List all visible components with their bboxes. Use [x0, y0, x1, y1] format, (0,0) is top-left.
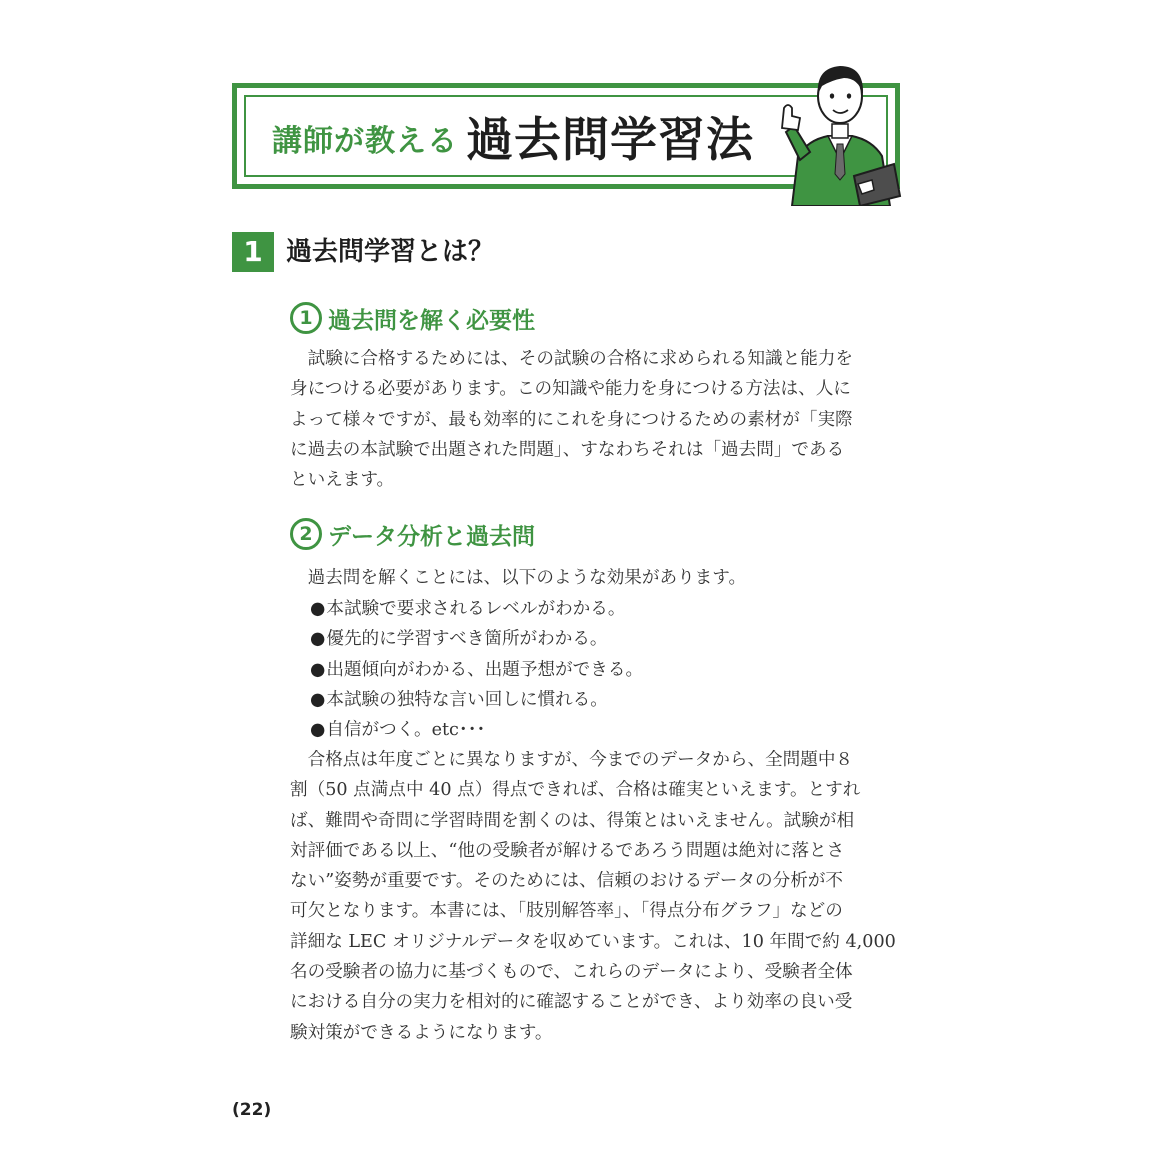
page-number-value: 22 — [239, 1100, 264, 1120]
subsection-title-1: 過去問を解く必要性 — [328, 307, 535, 334]
paragraph-line: 割（50 点満点中 40 点）得点できれば、合格は確実といえます。とすれ — [290, 780, 861, 801]
paragraph-line: 名の受験者の協力に基づくもので、これらのデータにより、受験者全体 — [290, 962, 853, 983]
section-number-badge: 1 — [232, 232, 274, 272]
list-item: ● 自信がつく。etc･･･ — [310, 715, 643, 745]
paragraph-line: における自分の実力を相対的に確認することができ、より効率の良い受 — [290, 992, 853, 1013]
list-item: ● 本試験の独特な言い回しに慣れる。 — [310, 685, 643, 715]
paragraph-line: 過去問を解くことには、以下のような効果があります。 — [290, 568, 747, 588]
page-number: (22) — [232, 1100, 272, 1120]
teacher-illustration — [772, 56, 908, 206]
circled-number-1: 1 — [290, 302, 322, 334]
section-title: 過去問学習とは？ — [286, 237, 495, 267]
paragraph-line: 身につける必要があります。この知識や能力を身につける方法は、人に — [290, 379, 851, 400]
banner-subtitle: 講師が教える — [272, 124, 458, 159]
list-item: ● 本試験で要求されるレベルがわかる。 — [310, 594, 643, 624]
paragraph-line: 可欠となります。本書には、「肢別解答率」、「得点分布グラフ」などの — [290, 901, 843, 922]
paragraph-1 — [290, 344, 910, 495]
paragraph-line: 詳細な LEC オリジナルデータを収めています。これは、10 年間で約 4,000 — [290, 931, 896, 952]
effects-list — [290, 594, 643, 745]
subsection-heading-2 — [290, 514, 535, 554]
banner-title: 過去問学習法 — [466, 113, 754, 168]
paragraph-line: 対評価である以上、“他の受験者が解けるであろう問題は絶対に落とさ — [290, 840, 845, 861]
subsection-title-2: データ分析と過去問 — [328, 523, 535, 550]
paragraph-line: に過去の本試験で出題された問題」、すなわちそれは「過去問」である — [290, 439, 845, 460]
list-item: ● 出題傾向がわかる、出題予想ができる。 — [310, 655, 643, 685]
subsection-heading-1 — [290, 298, 535, 338]
paragraph-intro — [290, 563, 910, 593]
list-item: ● 優先的に学習すべき箇所がわかる。 — [310, 624, 643, 654]
circled-number-2: 2 — [290, 518, 322, 550]
paragraph-line: よって様々ですが、最も効率的にこれを身につけるための素材が「実際 — [290, 409, 853, 430]
paragraph-line: ない”姿勢が重要です。そのためには、信頼のおけるデータの分析が不 — [290, 871, 843, 892]
paragraph-line: といえます。 — [290, 470, 395, 491]
paragraph-line: 験対策ができるようになります。 — [290, 1022, 553, 1043]
paragraph-2 — [290, 745, 910, 1048]
paragraph-line: 試験に合格するためには、その試験の合格に求められる知識と能力を — [290, 349, 854, 369]
paragraph-line: ば、難問や奇問に学習時間を割くのは、得策とはいえません。試験が相 — [290, 810, 855, 831]
paragraph-line: 合格点は年度ごとに異なりますが、今までのデータから、全問題中８ — [290, 750, 854, 770]
